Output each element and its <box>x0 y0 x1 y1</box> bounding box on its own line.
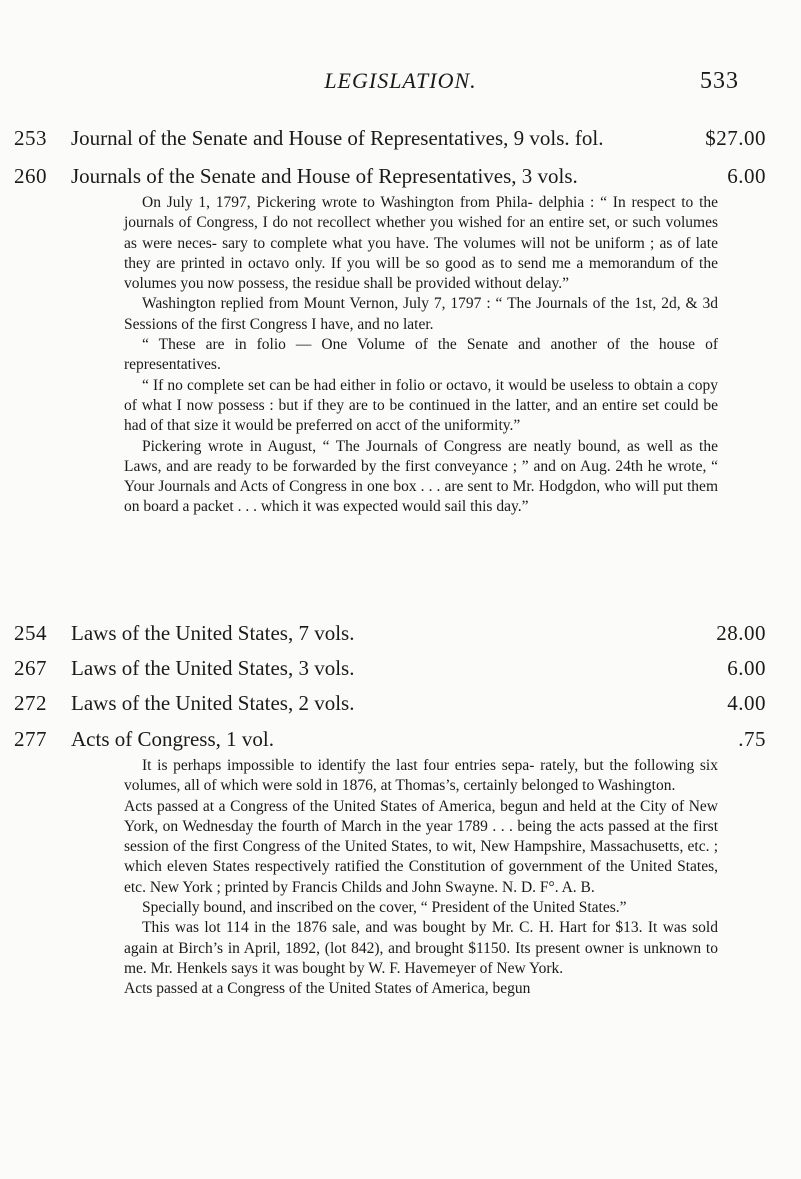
entry-title: Journal of the Senate and House of Representatives, 9 vols. fol. <box>71 126 604 150</box>
note-paragraph: Pickering wrote in August, “ The Journals of Congress are neatly bound, as well as the Laws, and are ready to be forwarded by the first conveyance ; ” and on Aug. 24th he wrote, “ Your Journals and Acts of Congress in one box . . . are sent to Mr. Hodgdon, who will put them on board a packet . . . which it was expected would sail this day.” <box>124 437 718 516</box>
entry-title: Laws of the United States, 3 vols. <box>71 656 355 680</box>
catalog-entry <box>14 656 766 682</box>
catalog-entry <box>14 691 766 717</box>
page-number: 533 <box>700 68 739 94</box>
entry-number: 277 <box>14 727 47 751</box>
entry-price: 4.00 <box>727 691 766 715</box>
entry-note <box>124 193 718 518</box>
entry-number: 253 <box>14 126 47 150</box>
entry-title: Laws of the United States, 7 vols. <box>71 621 355 645</box>
entry-price: 28.00 <box>716 621 766 645</box>
entry-number: 254 <box>14 621 47 645</box>
catalog-entry <box>14 727 766 753</box>
entry-title: Acts of Congress, 1 vol. <box>71 727 274 751</box>
note-paragraph: Specially bound, and inscribed on the cover, “ President of the United States.” <box>142 899 627 917</box>
note-paragraph: Washington replied from Mount Vernon, July 7, 1797 : “ The Journals of the 1st, 2d, & 3d Sessions of the first Congress I have, and no later. <box>124 295 718 333</box>
entry-number: 260 <box>14 164 47 188</box>
entry-title: Laws of the United States, 2 vols. <box>71 691 355 715</box>
entry-price: 6.00 <box>727 656 766 680</box>
entry-price: .75 <box>738 727 766 751</box>
note-paragraph: On July 1, 1797, Pickering wrote to Washington from Phila- delphia : “ In respect to the journals of Congress, I do not recollect whether you wished for an entire set, or such volumes as were neces- sary to complete what you have. The volumes will not be uniform ; as of late they are printed in octavo only. If you will be so good as to send me a memorandum of the volumes you now possess, the residue shall be provided without delay.” <box>124 194 718 293</box>
entry-number: 267 <box>14 656 47 680</box>
note-paragraph: It is perhaps impossible to identify the last four entries sepa- rately, but the following six volumes, all of which were sold in 1876, at Thomas’s, certainly belonged to Washington. <box>124 757 718 795</box>
running-title: LEGISLATION. <box>324 68 477 93</box>
entry-price: 6.00 <box>727 164 766 188</box>
entry-note <box>124 756 718 1000</box>
acts-title: Acts passed at a Congress of the United States of America, begun and held at the City of New York, on Wednesday the fourth of March in the year 1789 . . . being the acts passed at the first session of the first Congress of the United States, to wit, New Hampshire, Massachusetts, etc. ; which eleven States respectively ratified the Constitution of government of the United States, etc. New York ; printed by Francis Childs and John Swayne. N. D. F°. A. B. <box>124 797 718 896</box>
entry-price: $27.00 <box>705 126 766 150</box>
catalog-entry <box>14 621 766 647</box>
note-paragraph: “ If no complete set can be had either in folio or octavo, it would be useless to obtain a copy of what I now possess : but if they are to be continued in the latter, and an entire set could be had of that size it would be preferred on acct of the uniformity.” <box>124 376 718 435</box>
page-header <box>0 68 801 98</box>
note-paragraph: “ These are in folio — One Volume of the Senate and another of the house of representatives. <box>124 336 718 374</box>
acts-title: Acts passed at a Congress of the United States of America, begun <box>124 980 531 998</box>
note-paragraph: This was lot 114 in the 1876 sale, and was bought by Mr. C. H. Hart for $13. It was sold again at Birch’s in April, 1892, (lot 842), and brought $1150. Its present owner is unknown to me. Mr. Henkels says it was bought by W. F. Havemeyer of New York. <box>124 919 718 977</box>
entry-title: Journals of the Senate and House of Representatives, 3 vols. <box>71 164 578 188</box>
catalog-entry <box>14 164 766 190</box>
entry-number: 272 <box>14 691 47 715</box>
catalog-entry <box>14 126 766 152</box>
